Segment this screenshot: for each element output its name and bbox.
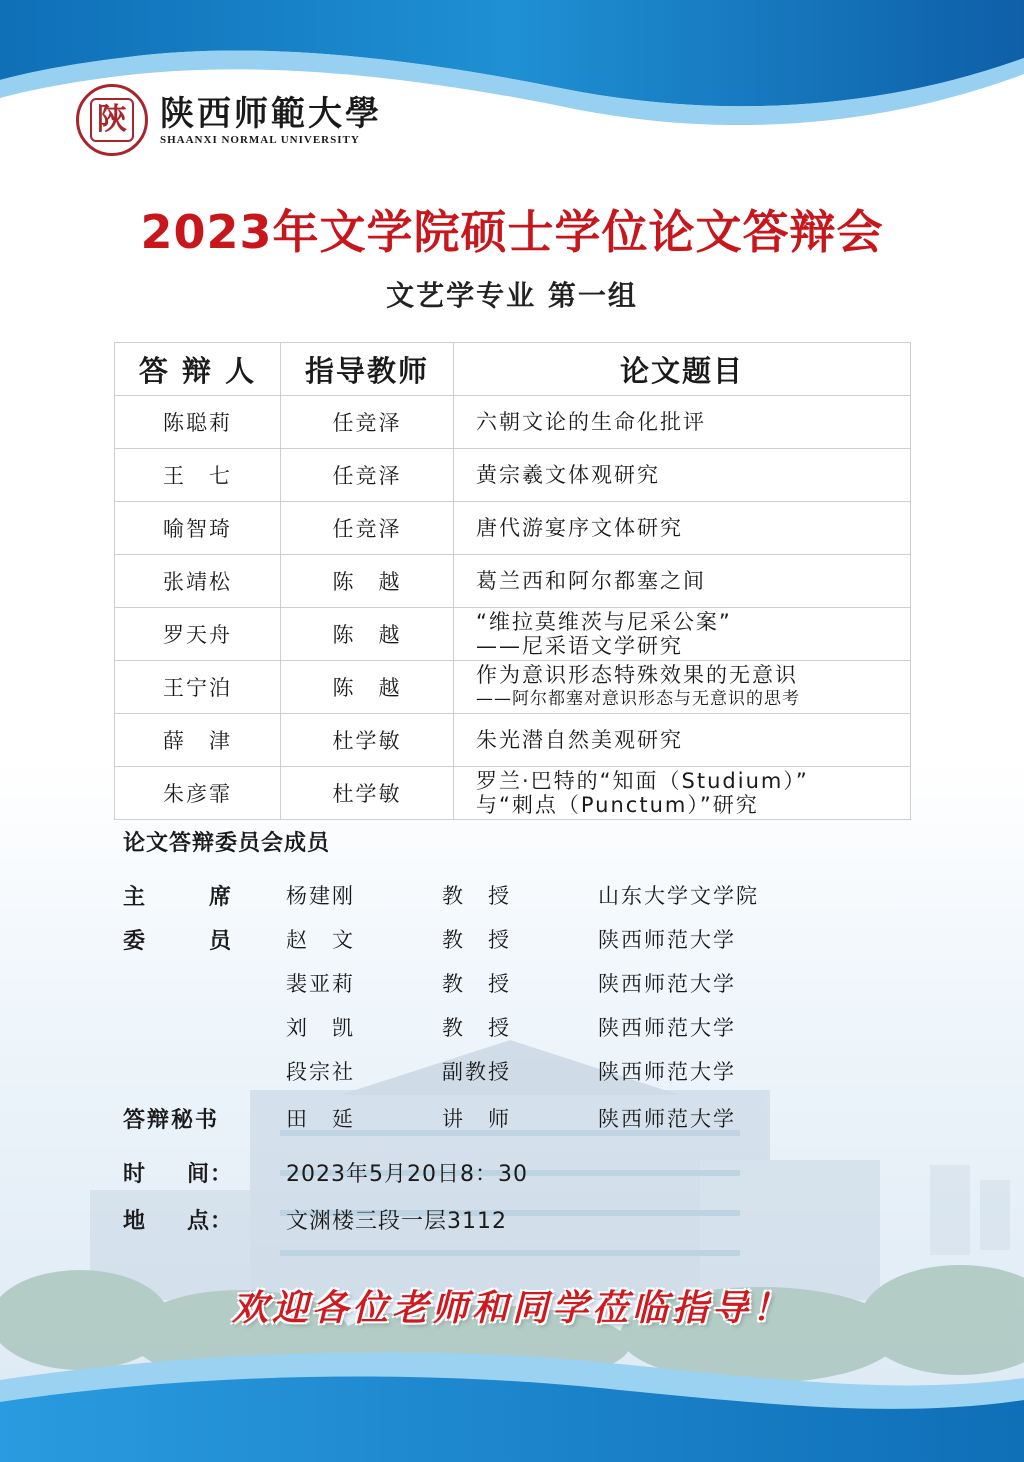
advisor-name: 陈 越 [281, 608, 454, 661]
thesis-topic [454, 449, 911, 502]
advisor-name: 陈 越 [281, 555, 454, 608]
student-name: 陈聪莉 [115, 396, 281, 449]
table-row [115, 555, 911, 608]
member-institution: 山东大学文学院 [598, 884, 759, 908]
table-row [115, 502, 911, 555]
advisor-name: 杜学敏 [281, 714, 454, 767]
topic-line: “维拉莫维茨与尼采公案” [476, 610, 732, 634]
university-seal-icon [76, 84, 148, 156]
topic-line: 葛兰西和阿尔都塞之间 [476, 569, 706, 593]
advisor-name: 杜学敏 [281, 767, 454, 820]
member-institution: 陕西师范大学 [598, 928, 736, 952]
topic-line: 作为意识形态特殊效果的无意识 [476, 663, 798, 687]
student-name: 罗天舟 [115, 608, 281, 661]
welcome-banner: 欢迎各位老师和同学莅临指导！ [231, 1288, 792, 1329]
thesis-topic [454, 608, 911, 661]
member-institution: 陕西师范大学 [598, 1016, 736, 1040]
member-rank: 副教授 [442, 1060, 511, 1084]
committee-member [0, 968, 1024, 1000]
student-name: 王 七 [115, 449, 281, 502]
topic-subline: ——尼采语文学研究 [476, 634, 683, 658]
member-institution: 陕西师范大学 [598, 1060, 736, 1084]
place-value: 文渊楼三段一层3112 [286, 1209, 507, 1234]
advisor-name: 任竞泽 [281, 396, 454, 449]
advisor-name: 任竞泽 [281, 449, 454, 502]
header-advisor: 指导教师 [281, 343, 454, 396]
table-row [115, 714, 911, 767]
member-rank: 教 授 [442, 972, 511, 996]
thesis-topic [454, 661, 911, 714]
committee-member [0, 1012, 1024, 1044]
topic-line: 黄宗羲文体观研究 [476, 463, 660, 487]
table-row [115, 449, 911, 502]
time-value: 2023年5月20日8：30 [286, 1162, 528, 1187]
member-role: 主 席 [123, 885, 233, 910]
member-rank: 讲 师 [442, 1107, 511, 1131]
member-name: 杨建刚 [286, 884, 355, 908]
member-name: 田 延 [286, 1107, 355, 1131]
place-row [0, 1204, 1024, 1238]
member-rank: 教 授 [442, 1016, 511, 1040]
member-role: 委 员 [123, 929, 233, 954]
poster-title: 2023年文学院硕士学位论文答辩会 [140, 205, 884, 259]
topic-line: 罗兰·巴特的“知面（Studium）” [476, 769, 809, 793]
committee-member [0, 924, 1024, 956]
committee-heading: 论文答辩委员会成员 [123, 831, 331, 856]
table-row [115, 767, 911, 820]
member-rank: 教 授 [442, 884, 511, 908]
committee-member [0, 1103, 1024, 1135]
student-name: 薛 津 [115, 714, 281, 767]
university-name-en: SHAANXI NORMAL UNIVERSITY [160, 134, 360, 146]
time-label: 时 间： [123, 1162, 233, 1187]
member-institution: 陕西师范大学 [598, 1107, 736, 1131]
logo-text [160, 94, 382, 146]
table-row [115, 661, 911, 714]
header-topic: 论文题目 [454, 343, 911, 396]
thesis-topic [454, 714, 911, 767]
thesis-topic [454, 767, 911, 820]
committee-member [0, 880, 1024, 912]
university-name-cn: 陕西师範大學 [160, 94, 382, 134]
committee-member [0, 1056, 1024, 1088]
student-name: 张靖松 [115, 555, 281, 608]
thesis-topic [454, 502, 911, 555]
member-institution: 陕西师范大学 [598, 972, 736, 996]
student-name: 王宁泊 [115, 661, 281, 714]
university-logo [76, 84, 382, 156]
time-row [0, 1157, 1024, 1191]
member-role: 答辩秘书 [123, 1108, 220, 1133]
place-label: 地 点： [123, 1209, 233, 1234]
thesis-table [114, 342, 911, 820]
member-name: 段宗社 [286, 1060, 355, 1084]
member-rank: 教 授 [442, 928, 511, 952]
topic-subline: 与“刺点（Punctum）”研究 [476, 793, 759, 817]
table-header-row [115, 343, 911, 396]
topic-subline: ——阿尔都塞对意识形态与无意识的思考 [476, 689, 800, 709]
member-name: 裴亚莉 [286, 972, 355, 996]
thesis-topic [454, 396, 911, 449]
student-name: 喻智琦 [115, 502, 281, 555]
advisor-name: 任竞泽 [281, 502, 454, 555]
member-name: 刘 凯 [286, 1016, 355, 1040]
seal-character: 陝 [90, 98, 134, 142]
table-row [115, 608, 911, 661]
student-name: 朱彦霏 [115, 767, 281, 820]
topic-line: 朱光潜自然美观研究 [476, 728, 683, 752]
member-name: 赵 文 [286, 928, 355, 952]
poster-subtitle: 文艺学专业 第一组 [386, 279, 638, 312]
header-student: 答 辩 人 [115, 343, 281, 396]
topic-line: 六朝文论的生命化批评 [476, 410, 706, 434]
thesis-topic [454, 555, 911, 608]
topic-line: 唐代游宴序文体研究 [476, 516, 683, 540]
table-row [115, 396, 911, 449]
advisor-name: 陈 越 [281, 661, 454, 714]
